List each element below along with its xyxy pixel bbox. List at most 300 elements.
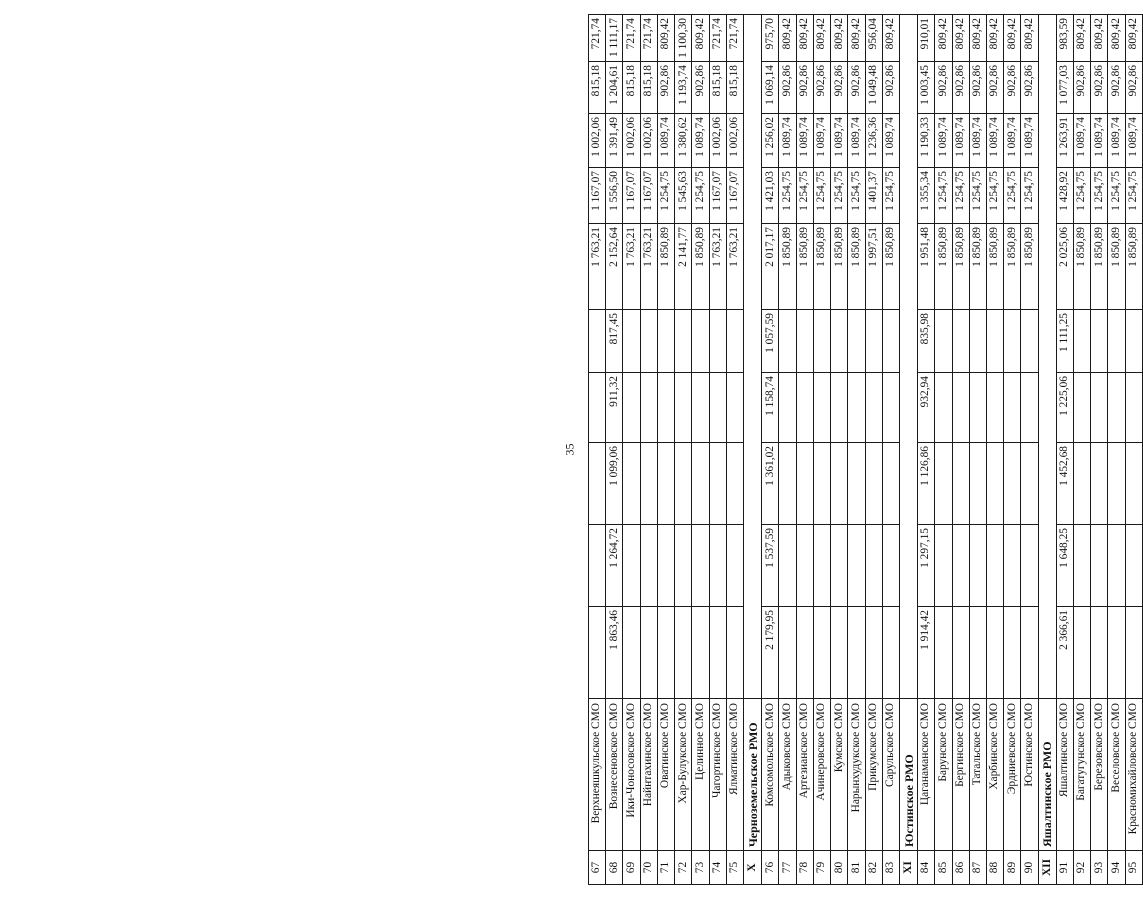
tariff-value-cell xyxy=(1125,443,1142,525)
tariff-value-cell: 1 089,74 xyxy=(882,114,899,168)
tariff-value-cell: 902,86 xyxy=(657,62,674,114)
tariff-value-cell xyxy=(935,310,952,373)
tariff-value-cell xyxy=(831,373,848,443)
tariff-value-cell: 1 850,89 xyxy=(1108,224,1125,310)
tariff-value-cell: 1 428,92 xyxy=(1056,168,1073,224)
tariff-value-cell: 809,42 xyxy=(952,15,969,62)
tariff-value-cell xyxy=(657,310,674,373)
tariff-value-cell xyxy=(813,373,830,443)
tariff-value-cell xyxy=(675,443,692,525)
tariff-value-cell: 1 297,15 xyxy=(918,525,935,607)
tariff-value-cell xyxy=(1091,310,1108,373)
row-number: X xyxy=(744,851,762,885)
table-row xyxy=(1108,15,1125,885)
tariff-value-cell: 1 089,74 xyxy=(831,114,848,168)
tariff-value-cell xyxy=(779,373,796,443)
municipality-name: Эрдниевское СМО xyxy=(1004,699,1021,851)
row-number: 72 xyxy=(675,851,692,885)
row-number: 81 xyxy=(848,851,865,885)
tariff-value-cell: 902,86 xyxy=(1074,62,1091,114)
tariff-value-cell: 1 850,89 xyxy=(1074,224,1091,310)
tariff-value-cell: 815,18 xyxy=(726,62,743,114)
tariff-value-cell: 809,42 xyxy=(692,15,709,62)
tariff-value-cell: 1 264,72 xyxy=(606,525,623,607)
row-number: 94 xyxy=(1108,851,1125,885)
tariff-value-cell: 1 099,06 xyxy=(606,443,623,525)
tariff-value-cell: 1 167,07 xyxy=(709,168,726,224)
row-number: 79 xyxy=(813,851,830,885)
tariff-value-cell xyxy=(623,373,640,443)
tariff-value-cell: 809,42 xyxy=(1004,15,1021,62)
tariff-value-cell: 1 545,63 xyxy=(675,168,692,224)
tariff-value-cell: 721,74 xyxy=(589,15,606,62)
municipality-name: Сарульское СМО xyxy=(882,699,899,851)
tariff-value-cell xyxy=(952,373,969,443)
tariff-value-cell xyxy=(1125,607,1142,699)
tariff-value-cell: 1 089,74 xyxy=(1074,114,1091,168)
tariff-value-cell xyxy=(1108,443,1125,525)
municipality-name: Найнтахинское СМО xyxy=(640,699,657,851)
table-row xyxy=(935,15,952,885)
tariff-value-cell xyxy=(882,525,899,607)
tariff-value-cell: 1 204,61 xyxy=(606,62,623,114)
tariff-value-cell xyxy=(813,607,830,699)
tariff-value-cell: 815,18 xyxy=(589,62,606,114)
tariff-value-cell: 1 254,75 xyxy=(1091,168,1108,224)
tariff-value-cell: 1 077,03 xyxy=(1056,62,1073,114)
tariff-value-cell: 1 254,75 xyxy=(779,168,796,224)
tariff-value-cell: 902,86 xyxy=(935,62,952,114)
tariff-value-cell xyxy=(1091,525,1108,607)
tariff-value-cell: 902,86 xyxy=(796,62,813,114)
tariff-value-cell: 1 914,42 xyxy=(918,607,935,699)
tariff-value-cell xyxy=(1004,443,1021,525)
tariff-value-cell: 809,42 xyxy=(1125,15,1142,62)
tariff-value-cell xyxy=(935,607,952,699)
tariff-value-cell xyxy=(935,443,952,525)
tariff-value-cell xyxy=(657,443,674,525)
tariff-value-cell: 721,74 xyxy=(640,15,657,62)
tariff-value-cell: 1 089,74 xyxy=(796,114,813,168)
tariff-value-cell xyxy=(1125,310,1142,373)
tariff-value-cell xyxy=(969,373,986,443)
row-number: 91 xyxy=(1056,851,1073,885)
rotated-tariff-table xyxy=(588,15,1143,885)
tariff-value-cell xyxy=(623,607,640,699)
tariff-value-cell: 910,01 xyxy=(918,15,935,62)
tariff-value-cell: 809,42 xyxy=(935,15,952,62)
tariff-value-cell xyxy=(813,443,830,525)
tariff-value-cell: 1 057,59 xyxy=(762,310,779,373)
table-row xyxy=(1021,15,1038,885)
municipality-name: Красномихайловское СМО xyxy=(1125,699,1142,851)
tariff-value-cell: 1 850,89 xyxy=(987,224,1004,310)
tariff-value-cell xyxy=(952,443,969,525)
tariff-value-cell: 1 126,86 xyxy=(918,443,935,525)
tariff-value-cell: 1 089,74 xyxy=(779,114,796,168)
tariff-value-cell: 1 850,89 xyxy=(779,224,796,310)
row-number: 76 xyxy=(762,851,779,885)
district-name: Юстинское РМО xyxy=(900,699,918,851)
municipality-name: Артезианское СМО xyxy=(796,699,813,851)
tariff-value-cell: 902,86 xyxy=(692,62,709,114)
tariff-value-cell xyxy=(848,310,865,373)
tariff-value-cell: 809,42 xyxy=(1108,15,1125,62)
tariff-value-cell: 1 254,75 xyxy=(1074,168,1091,224)
municipality-name: Бергинское СМО xyxy=(952,699,969,851)
table-row xyxy=(1074,15,1091,885)
tariff-value-cell xyxy=(675,607,692,699)
tariff-value-cell xyxy=(848,443,865,525)
tariff-value-cell xyxy=(813,525,830,607)
tariff-value-cell xyxy=(657,525,674,607)
tariff-value-cell: 902,86 xyxy=(952,62,969,114)
tariff-value-cell: 1 002,06 xyxy=(640,114,657,168)
tariff-value-cell: 902,86 xyxy=(831,62,848,114)
tariff-value-cell: 1 850,89 xyxy=(657,224,674,310)
row-number: 73 xyxy=(692,851,709,885)
tariff-value-cell: 1 254,75 xyxy=(796,168,813,224)
tariff-value-cell xyxy=(726,443,743,525)
row-number: 82 xyxy=(865,851,882,885)
tariff-value-cell xyxy=(952,607,969,699)
tariff-value-cell: 815,18 xyxy=(709,62,726,114)
tariff-value-cell: 2 025,06 xyxy=(1056,224,1073,310)
tariff-value-cell: 902,86 xyxy=(848,62,865,114)
tariff-value-cell xyxy=(726,525,743,607)
tariff-value-cell xyxy=(1004,373,1021,443)
tariff-value-cell xyxy=(1074,607,1091,699)
tariff-value-cell: 1 452,68 xyxy=(1056,443,1073,525)
tariff-value-cell: 1 254,75 xyxy=(952,168,969,224)
tariff-value-cell xyxy=(675,310,692,373)
section-row xyxy=(900,15,918,885)
tariff-value-cell: 1 111,17 xyxy=(606,15,623,62)
tariff-value-cell xyxy=(1091,373,1108,443)
tariff-value-cell xyxy=(1125,525,1142,607)
tariff-value-cell: 1 850,89 xyxy=(1021,224,1038,310)
tariff-value-cell xyxy=(675,373,692,443)
tariff-value-cell xyxy=(692,310,709,373)
table-row xyxy=(796,15,813,885)
tariff-value-cell: 1 421,03 xyxy=(762,168,779,224)
tariff-value-cell: 809,42 xyxy=(831,15,848,62)
table-row xyxy=(589,15,606,885)
tariff-value-cell: 1 763,21 xyxy=(726,224,743,310)
table-row xyxy=(709,15,726,885)
tariff-value-cell: 2 366,61 xyxy=(1056,607,1073,699)
row-number: 67 xyxy=(589,851,606,885)
tariff-value-cell xyxy=(987,373,1004,443)
tariff-value-cell: 815,18 xyxy=(623,62,640,114)
tariff-value-cell: 1 256,02 xyxy=(762,114,779,168)
tariff-value-cell: 809,42 xyxy=(1021,15,1038,62)
tariff-table xyxy=(588,14,1143,885)
tariff-value-cell xyxy=(1125,373,1142,443)
tariff-value-cell: 902,86 xyxy=(1091,62,1108,114)
municipality-name: Хар-Булукское СМО xyxy=(675,699,692,851)
tariff-value-cell: 2 179,95 xyxy=(762,607,779,699)
row-number: 75 xyxy=(726,851,743,885)
table-row xyxy=(813,15,830,885)
tariff-value-cell xyxy=(589,310,606,373)
tariff-value-cell xyxy=(1021,607,1038,699)
tariff-value-cell xyxy=(1004,310,1021,373)
tariff-value-cell xyxy=(865,607,882,699)
table-row xyxy=(726,15,743,885)
tariff-value-cell xyxy=(589,525,606,607)
tariff-value-cell: 1 236,36 xyxy=(865,114,882,168)
tariff-value-cell xyxy=(987,607,1004,699)
table-row xyxy=(882,15,899,885)
tariff-value-cell xyxy=(692,443,709,525)
row-number: 95 xyxy=(1125,851,1142,885)
tariff-value-cell: 1 167,07 xyxy=(640,168,657,224)
tariff-value-cell xyxy=(1074,310,1091,373)
tariff-value-cell xyxy=(865,373,882,443)
tariff-value-cell xyxy=(882,443,899,525)
row-number: 78 xyxy=(796,851,813,885)
row-number: 87 xyxy=(969,851,986,885)
table-row xyxy=(1056,15,1073,885)
tariff-value-cell: 1 850,89 xyxy=(1004,224,1021,310)
tariff-value-cell xyxy=(726,607,743,699)
tariff-value-cell: 902,86 xyxy=(969,62,986,114)
row-number: 92 xyxy=(1074,851,1091,885)
table-row xyxy=(657,15,674,885)
tariff-value-cell: 1 391,49 xyxy=(606,114,623,168)
tariff-value-cell xyxy=(675,525,692,607)
tariff-value-cell xyxy=(831,443,848,525)
tariff-value-cell xyxy=(882,373,899,443)
row-number: XII xyxy=(1038,851,1056,885)
tariff-value-cell: 1 089,74 xyxy=(969,114,986,168)
tariff-value-cell: 1 648,25 xyxy=(1056,525,1073,607)
tariff-value-cell: 1 254,75 xyxy=(935,168,952,224)
tariff-value-cell xyxy=(969,607,986,699)
tariff-value-cell xyxy=(882,607,899,699)
tariff-value-cell xyxy=(1021,443,1038,525)
tariff-value-cell: 1 089,74 xyxy=(848,114,865,168)
table-row xyxy=(623,15,640,885)
tariff-value-cell xyxy=(1004,525,1021,607)
tariff-value-cell: 902,86 xyxy=(1125,62,1142,114)
tariff-value-cell: 1 556,50 xyxy=(606,168,623,224)
tariff-value-cell xyxy=(952,310,969,373)
tariff-value-cell: 1 254,75 xyxy=(987,168,1004,224)
tariff-value-cell: 721,74 xyxy=(726,15,743,62)
tariff-value-cell xyxy=(640,373,657,443)
tariff-value-cell xyxy=(1074,443,1091,525)
tariff-value-cell: 1 863,46 xyxy=(606,607,623,699)
tariff-value-cell xyxy=(779,443,796,525)
tariff-value-cell xyxy=(1021,310,1038,373)
tariff-value-cell: 809,42 xyxy=(796,15,813,62)
tariff-value-cell: 902,86 xyxy=(882,62,899,114)
tariff-value-cell: 975,70 xyxy=(762,15,779,62)
tariff-value-cell xyxy=(726,373,743,443)
tariff-value-cell: 902,86 xyxy=(1108,62,1125,114)
tariff-value-cell: 1 763,21 xyxy=(589,224,606,310)
tariff-value-cell: 1 361,02 xyxy=(762,443,779,525)
district-name: Черноземельское РМО xyxy=(744,699,762,851)
tariff-value-cell: 721,74 xyxy=(709,15,726,62)
municipality-name: Вознесеновское СМО xyxy=(606,699,623,851)
tariff-value-cell xyxy=(589,373,606,443)
municipality-name: Цаганаманское СМО xyxy=(918,699,935,851)
row-number: 68 xyxy=(606,851,623,885)
tariff-value-cell xyxy=(796,310,813,373)
tariff-value-cell: 1 850,89 xyxy=(813,224,830,310)
tariff-value-cell xyxy=(709,443,726,525)
tariff-value-cell xyxy=(1074,373,1091,443)
tariff-value-cell xyxy=(1091,607,1108,699)
tariff-value-cell xyxy=(1074,525,1091,607)
tariff-value-cell: 1 850,89 xyxy=(831,224,848,310)
tariff-value-cell: 809,42 xyxy=(657,15,674,62)
row-number: 74 xyxy=(709,851,726,885)
page-number: 35 xyxy=(562,443,577,456)
table-row xyxy=(675,15,692,885)
table-row xyxy=(987,15,1004,885)
tariff-value-cell: 1 089,74 xyxy=(1091,114,1108,168)
tariff-value-cell: 902,86 xyxy=(779,62,796,114)
row-number: 80 xyxy=(831,851,848,885)
tariff-value-cell: 1 225,06 xyxy=(1056,373,1073,443)
tariff-value-cell: 1 089,74 xyxy=(987,114,1004,168)
municipality-name: Кумское СМО xyxy=(831,699,848,851)
tariff-value-cell: 721,74 xyxy=(623,15,640,62)
tariff-value-cell: 1 069,14 xyxy=(762,62,779,114)
table-row xyxy=(969,15,986,885)
tariff-value-cell xyxy=(969,310,986,373)
tariff-value-cell xyxy=(969,443,986,525)
row-number: 86 xyxy=(952,851,969,885)
row-number: 83 xyxy=(882,851,899,885)
tariff-value-cell: 1 002,06 xyxy=(589,114,606,168)
tariff-value-cell xyxy=(726,310,743,373)
tariff-value-cell: 1 002,06 xyxy=(623,114,640,168)
tariff-value-cell xyxy=(848,607,865,699)
row-number: 77 xyxy=(779,851,796,885)
tariff-value-cell: 1 951,48 xyxy=(918,224,935,310)
municipality-name: Ялматинское СМО xyxy=(726,699,743,851)
tariff-value-cell xyxy=(796,525,813,607)
tariff-value-cell xyxy=(657,607,674,699)
tariff-value-cell xyxy=(623,443,640,525)
table-row xyxy=(640,15,657,885)
tariff-value-cell: 1 254,75 xyxy=(1021,168,1038,224)
municipality-name: Юстинское СМО xyxy=(1021,699,1038,851)
tariff-value-cell: 809,42 xyxy=(848,15,865,62)
row-number: 70 xyxy=(640,851,657,885)
tariff-value-cell: 902,86 xyxy=(1004,62,1021,114)
tariff-value-cell: 835,98 xyxy=(918,310,935,373)
tariff-value-cell: 1 763,21 xyxy=(623,224,640,310)
tariff-value-cell xyxy=(692,607,709,699)
tariff-value-cell: 902,86 xyxy=(987,62,1004,114)
table-row xyxy=(848,15,865,885)
tariff-value-cell xyxy=(709,525,726,607)
row-number: 85 xyxy=(935,851,952,885)
municipality-name: Татальское СМО xyxy=(969,699,986,851)
municipality-name: Адыковское СМО xyxy=(779,699,796,851)
table-row xyxy=(865,15,882,885)
table-row xyxy=(831,15,848,885)
tariff-value-cell: 809,42 xyxy=(779,15,796,62)
municipality-name: Целинное СМО xyxy=(692,699,709,851)
tariff-value-cell: 1 254,75 xyxy=(882,168,899,224)
tariff-value-cell: 1 190,33 xyxy=(918,114,935,168)
tariff-value-cell: 2 017,17 xyxy=(762,224,779,310)
tariff-value-cell xyxy=(969,525,986,607)
tariff-value-cell: 1 850,89 xyxy=(692,224,709,310)
tariff-value-cell: 2 141,77 xyxy=(675,224,692,310)
tariff-value-cell xyxy=(987,310,1004,373)
tariff-value-cell: 1 089,74 xyxy=(1021,114,1038,168)
tariff-value-cell: 1 763,21 xyxy=(640,224,657,310)
tariff-value-cell xyxy=(1108,525,1125,607)
section-empty-cell xyxy=(744,15,762,699)
table-row xyxy=(779,15,796,885)
tariff-value-cell: 1 089,74 xyxy=(692,114,709,168)
tariff-value-cell: 1 089,74 xyxy=(1125,114,1142,168)
tariff-value-cell: 1 254,75 xyxy=(1004,168,1021,224)
tariff-value-cell: 1 049,48 xyxy=(865,62,882,114)
row-number: 90 xyxy=(1021,851,1038,885)
tariff-value-cell: 1 263,91 xyxy=(1056,114,1073,168)
municipality-name: Багатугунское СМО xyxy=(1074,699,1091,851)
tariff-value-cell xyxy=(1108,607,1125,699)
tariff-value-cell: 809,42 xyxy=(1074,15,1091,62)
tariff-value-cell xyxy=(1091,443,1108,525)
tariff-value-cell: 1 089,74 xyxy=(657,114,674,168)
table-row xyxy=(1004,15,1021,885)
tariff-value-cell: 1 089,74 xyxy=(1004,114,1021,168)
tariff-value-cell xyxy=(1108,373,1125,443)
table-row xyxy=(1091,15,1108,885)
tariff-value-cell: 1 167,07 xyxy=(589,168,606,224)
tariff-value-cell xyxy=(623,310,640,373)
tariff-value-cell xyxy=(865,525,882,607)
tariff-value-cell xyxy=(831,525,848,607)
row-number: 84 xyxy=(918,851,935,885)
table-row xyxy=(952,15,969,885)
tariff-value-cell xyxy=(709,310,726,373)
tariff-value-cell xyxy=(640,607,657,699)
district-name: Яшалтинское РМО xyxy=(1038,699,1056,851)
tariff-value-cell xyxy=(796,443,813,525)
tariff-value-cell: 1 254,75 xyxy=(1108,168,1125,224)
tariff-value-cell: 1 193,74 xyxy=(675,62,692,114)
tariff-value-cell xyxy=(779,525,796,607)
tariff-value-cell xyxy=(779,607,796,699)
municipality-name: Чагортинское СМО xyxy=(709,699,726,851)
tariff-value-cell: 1 003,45 xyxy=(918,62,935,114)
tariff-value-cell: 1 850,89 xyxy=(935,224,952,310)
row-number: XI xyxy=(900,851,918,885)
tariff-value-cell xyxy=(848,525,865,607)
tariff-value-cell: 1 254,75 xyxy=(813,168,830,224)
tariff-value-cell xyxy=(589,607,606,699)
tariff-value-cell xyxy=(1108,310,1125,373)
tariff-value-cell xyxy=(831,310,848,373)
tariff-value-cell: 809,42 xyxy=(969,15,986,62)
table-row xyxy=(1125,15,1142,885)
tariff-value-cell: 1 167,07 xyxy=(726,168,743,224)
tariff-value-cell xyxy=(865,310,882,373)
tariff-value-cell xyxy=(709,607,726,699)
